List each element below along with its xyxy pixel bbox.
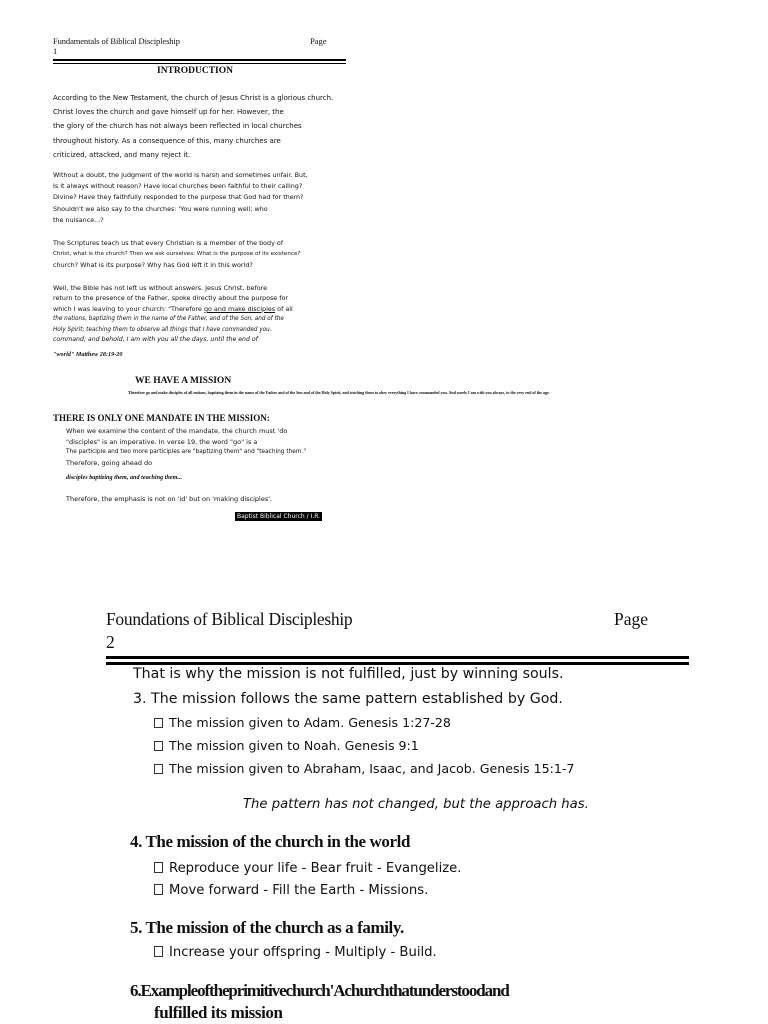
point-5: 5. The mission of the church as a family. [130,918,404,937]
para4-italic-line: command; and behold, I am with you all the days, until the end of [53,336,258,344]
para4-italic-line: the nations, baptizing them in the name of the Father, and of the Son, and of the [53,316,284,323]
souls-line: That is why the mission is not fulfilled, just by winning souls. [133,666,564,682]
point3-bullet-text: The mission given to Adam. Genesis 1:27-28 [169,715,451,730]
point5-bullet-text: Increase your offspring - Multiply - Build. [169,945,437,960]
intro-paragraph-3 [53,238,373,272]
mandate-bold-italic: disciples baptizing them, and teaching them... [66,474,183,481]
page1-header-title: Fundamentals of Biblical Discipleship [53,36,180,46]
mission-verse: Therefore go and make disciples of all nations, baptizing them in the name of the Father and of the Son and of the Holy Spirit, and teaching them to obey everything I have commanded you. And surely I am with you always, to the very end of the age. [128,390,550,395]
para4-line [53,304,373,314]
page2-header-title: Foundations of Biblical Discipleship [106,609,353,629]
point3-bullet [154,715,451,730]
point-4: 4. The mission of the church in the world [130,832,411,851]
page1-header-page-label: Page [310,36,327,46]
para1-line: According to the New Testament, the church of Jesus Christ is a glorious church. [53,94,334,102]
mandate-paragraph [66,426,376,468]
para1-line: criticized, attacked, and many reject it. [53,150,191,159]
intro-paragraph-1 [53,91,373,162]
go-and-make-disciples: go and make disciples [203,304,276,313]
pattern-note: The pattern has not changed, but the approach has. [243,797,589,812]
para2-line: Without a doubt, the judgment of the world is harsh and sometimes unfair. But, [53,171,308,179]
emphasis-line: Therefore, the emphasis is not on 'id' but on 'making disciples'. [66,495,273,503]
para3-line: church? What is its purpose? Why has God left it in this world? [53,261,253,270]
matthew-reference: "world" Matthew 28:19-20 [53,351,123,358]
para4-line3-pre: which I was leaving to your church: "Therefore [53,304,204,313]
intro-heading: INTRODUCTION [157,66,234,76]
checkbox-icon [154,741,163,751]
page1-header-rule-top [53,59,346,61]
page2-header-page-number: 2 [106,632,115,652]
point3-bullet [154,738,419,753]
point4-bullet-text: Reproduce your life - Bear fruit - Evangelize. [169,861,462,876]
point3-bullet-text: The mission given to Noah. Genesis 9:1 [169,738,419,753]
para2-line: Is it always without reason? Have local churches been faithful to their calling? [53,182,303,191]
point3-bullet-text: The mission given to Abraham, Isaac, and Jacob. Genesis 15:1-7 [169,761,575,776]
mandate-line: Therefore, going ahead do [66,458,153,467]
para1-line: throughout history. As a consequence of this, many churches are [53,136,281,145]
checkbox-icon [154,862,163,873]
checkbox-icon [154,718,163,728]
page1-header-rule-bottom [53,63,346,65]
intro-paragraph-2 [53,170,373,226]
para1-line: Christ loves the church and gave himself up for her. However, the [53,108,284,117]
page1-header-page-number: 1 [53,46,58,56]
point4-bullet-text: Move forward - Fill the Earth - Missions. [169,883,429,898]
para2-line: the nuisance...? [53,215,104,224]
mandate-line: The participle and two more participles are "baptizing them" and "teaching them." [66,449,306,456]
mandate-heading: THERE IS ONLY ONE MANDATE IN THE MISSION: [53,413,270,423]
point5-bullet [154,945,437,960]
footer-badge: Baptist Biblical Church / I.R. [237,513,321,520]
checkbox-icon [154,884,163,895]
checkbox-icon [154,764,163,774]
mandate-line: "disciples" is an imperative. In verse 19, the word "go" is a [66,437,258,446]
point4-bullet [154,883,428,898]
checkbox-icon [154,946,163,957]
point-6-line2: fulfilled its mission [154,1003,283,1022]
intro-paragraph-4 [53,283,373,345]
point-6-line1: 6.Exampleoftheprimitivechurch'Achurchthatunderstoodand [130,981,509,1000]
para4-line: return to the presence of the Father, spoke directly about the purpose for [53,294,289,303]
para2-line: Divine? Have they faithfully responded to the purpose that God had for them? [53,193,304,202]
point-3: 3. The mission follows the same pattern established by God. [133,691,563,707]
page2-header-rule-top [106,656,689,659]
para4-italic-line: Holy Spirit; teaching them to observe all things that I have commanded you. [53,326,272,333]
para3-line: Christ, what is the church? Then we ask ourselves: What is the purpose of its existence? [53,251,301,258]
page2-header-rule-bottom [106,662,689,665]
point4-bullet [154,861,461,876]
para2-line: Shouldn't we also say to the churches: 'You were running well; who [53,204,268,213]
para4-line: Well, the Bible has not left us without answers. Jesus Christ, before [53,284,268,292]
para4-line3-post: of all [275,304,293,313]
mandate-line: When we examine the content of the mandate, the church must 'do [66,427,288,435]
mission-heading: WE HAVE A MISSION [135,376,232,386]
para3-line: The Scriptures teach us that every Christian is a member of the body of [53,239,284,247]
page2-header-page-label: Page [614,609,649,629]
point3-bullet [154,761,574,776]
para1-line: the glory of the church has not always been reflected in local churches [53,122,302,131]
